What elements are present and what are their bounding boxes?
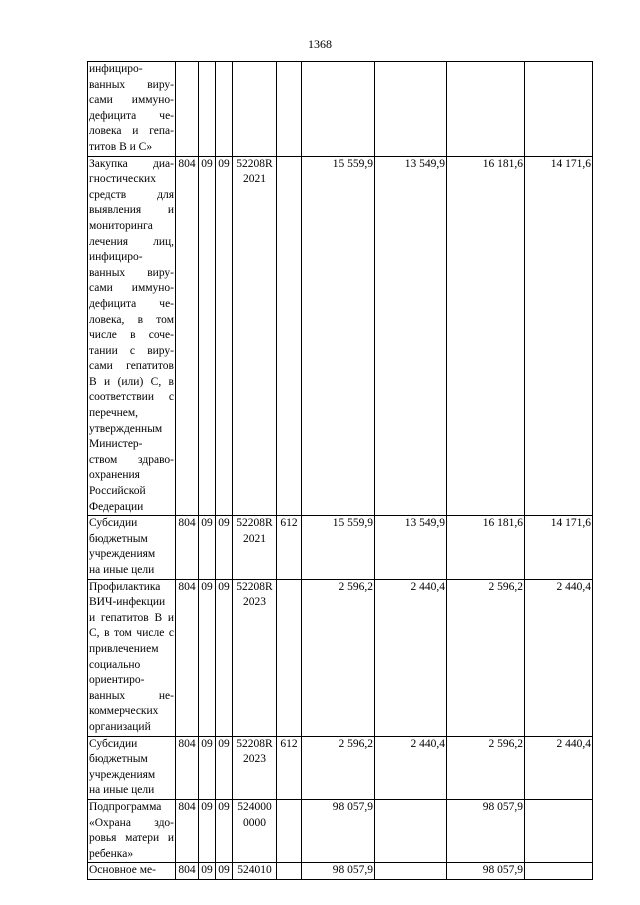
name-line: ВИЧ-инфекции (89, 596, 166, 609)
cell-name (88, 62, 176, 157)
name-line: С, в том числе с (89, 627, 174, 640)
cell-target: 524010 (233, 863, 277, 880)
name-line: ванных не- (89, 689, 174, 702)
name-line: инфициро- (89, 251, 143, 264)
cell-target: 524000 0000 (233, 799, 277, 862)
table-row (88, 736, 593, 799)
cell-target: 52208R 2021 (233, 156, 277, 516)
cell-amount-3: 2 596,2 (447, 579, 525, 736)
name-line: ванных виру- (89, 78, 174, 91)
name-line: соответствии с (89, 391, 174, 404)
cell-ministry: 804 (176, 579, 199, 736)
cell-amount-1: 15 559,9 (302, 156, 375, 516)
cell-amount-3: 98 057,9 (447, 799, 525, 862)
cell-amount-4: 2 440,4 (525, 736, 593, 799)
cell-name (88, 156, 176, 516)
cell-target (233, 62, 277, 157)
cell-section: 09 (199, 516, 216, 579)
cell-ministry (176, 62, 199, 157)
cell-name (88, 516, 176, 579)
cell-expense (277, 799, 302, 862)
name-line: Федерации (89, 500, 144, 513)
name-line: Министер- (89, 438, 143, 451)
cell-ministry: 804 (176, 516, 199, 579)
name-line: сами иммуно- (89, 282, 174, 295)
name-line: Российской (89, 485, 146, 498)
cell-subsection: 09 (216, 579, 233, 736)
name-line: сами гепатитов (89, 360, 174, 373)
name-line: Закупка диа- (89, 157, 174, 170)
cell-subsection: 09 (216, 516, 233, 579)
name-line: мониторинга (89, 219, 153, 232)
name-line: коммерческих (89, 705, 159, 718)
cell-section: 09 (199, 736, 216, 799)
cell-expense (277, 579, 302, 736)
cell-target: 52208R 2021 (233, 516, 277, 579)
name-line: тании с виру- (89, 344, 174, 357)
cell-amount-2 (375, 863, 447, 880)
name-line: Основное ме- (89, 864, 156, 877)
cell-amount-2: 13 549,9 (375, 516, 447, 579)
page-number: 1368 (308, 37, 332, 51)
cell-amount-1 (302, 62, 375, 157)
name-line: ловека и гепа- (89, 125, 174, 138)
cell-subsection: 09 (216, 799, 233, 862)
cell-amount-2: 2 440,4 (375, 736, 447, 799)
name-line: Субсидии (89, 737, 138, 750)
name-line: лечения лиц, (89, 235, 174, 248)
name-line: учреждениям (89, 768, 156, 781)
name-line: В и (или) С, в (89, 375, 174, 388)
name-line: ловека, в том (89, 313, 174, 326)
name-line: утвержденным (89, 422, 163, 435)
table-row (88, 156, 593, 516)
cell-ministry: 804 (176, 736, 199, 799)
name-line: выявления и (89, 204, 174, 217)
name-line: «Охрана здо- (89, 816, 174, 829)
name-line: Подпрограмма (89, 800, 162, 813)
table-row (88, 62, 593, 157)
cell-name (88, 579, 176, 736)
cell-amount-3: 16 181,6 (447, 516, 525, 579)
cell-amount-2 (375, 799, 447, 862)
cell-amount-3: 98 057,9 (447, 863, 525, 880)
cell-amount-4 (525, 799, 593, 862)
cell-section: 09 (199, 863, 216, 880)
cell-section: 09 (199, 579, 216, 736)
name-line: дефицита че- (89, 297, 174, 310)
cell-amount-2 (375, 62, 447, 157)
name-line: ванных виру- (89, 266, 174, 279)
cell-amount-3: 2 596,2 (447, 736, 525, 799)
cell-amount-2: 2 440,4 (375, 579, 447, 736)
cell-target: 52208R 2023 (233, 736, 277, 799)
name-line: бюджетным (89, 532, 148, 545)
cell-amount-3: 16 181,6 (447, 156, 525, 516)
cell-section: 09 (199, 156, 216, 516)
name-line: привлечением (89, 642, 159, 655)
cell-expense (277, 156, 302, 516)
cell-amount-4: 14 171,6 (525, 516, 593, 579)
cell-name (88, 799, 176, 862)
cell-section: 09 (199, 799, 216, 862)
cell-amount-2: 13 549,9 (375, 156, 447, 516)
name-line: перечнем, (89, 407, 139, 420)
name-line: на иные цели (89, 564, 155, 576)
name-line: Субсидии (89, 517, 138, 530)
cell-subsection: 09 (216, 863, 233, 880)
name-line: на иные цели (89, 784, 155, 797)
cell-expense (277, 62, 302, 157)
name-line: социально (89, 658, 141, 671)
name-line: средств для (89, 188, 174, 201)
name-line: охранения (89, 469, 140, 482)
cell-subsection: 09 (216, 736, 233, 799)
cell-subsection (216, 62, 233, 157)
cell-ministry: 804 (176, 863, 199, 880)
cell-amount-4: 2 440,4 (525, 579, 593, 736)
table-row (88, 579, 593, 736)
name-line: гностических (89, 173, 156, 186)
cell-name (88, 863, 176, 880)
cell-amount-1: 15 559,9 (302, 516, 375, 579)
cell-expense: 612 (277, 736, 302, 799)
cell-expense: 612 (277, 516, 302, 579)
table-row (88, 799, 593, 862)
name-line: бюджетным (89, 753, 148, 766)
cell-name (88, 736, 176, 799)
cell-amount-1: 98 057,9 (302, 799, 375, 862)
name-line: ровья матери и (89, 832, 174, 845)
cell-ministry: 804 (176, 799, 199, 862)
table-row (88, 516, 593, 579)
name-line: ребенка» (89, 847, 134, 860)
cell-amount-1: 2 596,2 (302, 736, 375, 799)
name-line: Профилактика (89, 580, 161, 593)
name-line: инфициро- (89, 63, 143, 75)
budget-table (87, 61, 593, 880)
name-line: и гепатитов В и (89, 611, 174, 624)
name-line: ориентиро- (89, 674, 145, 687)
cell-section (199, 62, 216, 157)
name-line: числе в соче- (89, 329, 174, 342)
cell-amount-4: 14 171,6 (525, 156, 593, 516)
cell-target: 52208R 2023 (233, 579, 277, 736)
cell-expense (277, 863, 302, 880)
name-line: титов В и С» (89, 140, 153, 153)
cell-amount-1: 2 596,2 (302, 579, 375, 736)
name-line: сами иммуно- (89, 94, 174, 107)
cell-amount-4 (525, 863, 593, 880)
name-line: дефицита че- (89, 109, 174, 122)
cell-subsection: 09 (216, 156, 233, 516)
name-line: ством здраво- (89, 453, 174, 466)
table-row (88, 863, 593, 880)
cell-amount-4 (525, 62, 593, 157)
cell-ministry: 804 (176, 156, 199, 516)
name-line: организаций (89, 720, 151, 733)
cell-amount-1: 98 057,9 (302, 863, 375, 880)
cell-amount-3 (447, 62, 525, 157)
name-line: учреждениям (89, 548, 156, 561)
